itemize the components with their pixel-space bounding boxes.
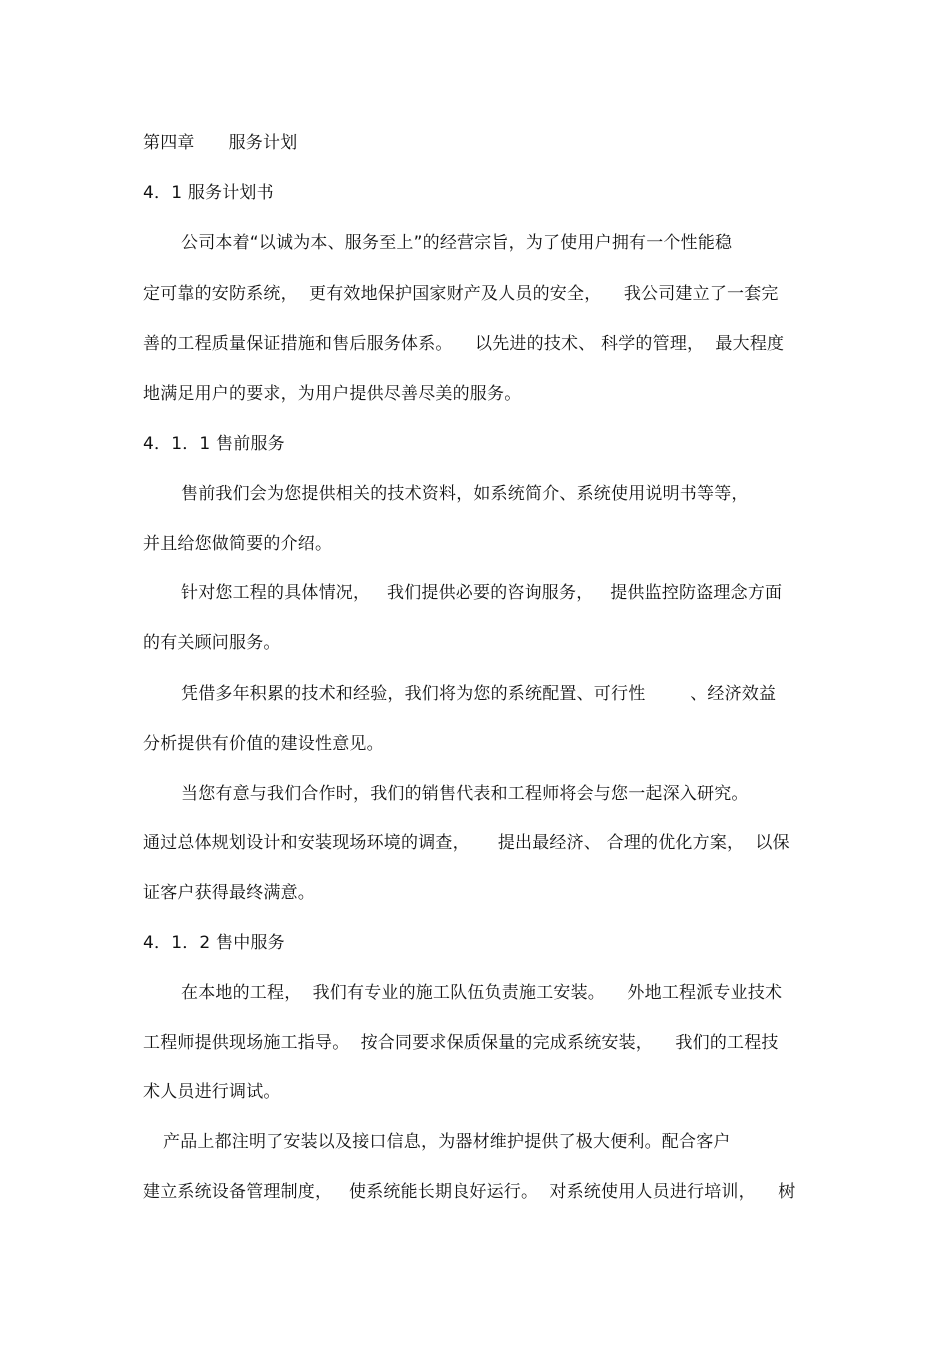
chapter-title: 服务计划 <box>228 133 298 153</box>
paragraph-line: 通过总体规划设计和安装现场环境的调查， 提出最经济、 合理的优化方案， 以保 <box>143 833 790 853</box>
section-4-1-1-title: 4．1．1 售前服务 <box>143 434 285 454</box>
paragraph-line: 售前我们会为您提供相关的技术资料，如系统简介、系统使用说明书等等， <box>181 484 749 504</box>
paragraph-line: 地满足用户的要求，为用户提供尽善尽美的服务。 <box>143 384 522 404</box>
paragraph-line: 工程师提供现场施工指导。 按合同要求保质保量的完成系统安装， 我们的工程技 <box>143 1033 779 1053</box>
paragraph-line: 善的工程质量保证措施和售后服务体系。 以先进的技术、 科学的管理， 最大程度 <box>143 334 785 354</box>
chapter-heading <box>143 132 297 154</box>
section-4-1-title: 4．1 服务计划书 <box>143 183 274 203</box>
paragraph-line: 凭借多年积累的技术和经验，我们将为您的系统配置、可行性 、经济效益 <box>181 684 777 704</box>
paragraph-line: 证客户获得最终满意。 <box>143 883 315 903</box>
section-4-1-2-title: 4．1．2 售中服务 <box>143 933 285 953</box>
paragraph-line: 的有关顾问服务。 <box>143 633 281 653</box>
paragraph-line: 在本地的工程， 我们有专业的施工队伍负责施工安装。 外地工程派专业技术 <box>181 983 783 1003</box>
paragraph-line: 当您有意与我们合作时，我们的销售代表和工程师将会与您一起深入研究。 <box>181 784 749 804</box>
paragraph-line: 建立系统设备管理制度， 使系统能长期良好运行。 对系统使用人员进行培训， 树 <box>143 1182 796 1202</box>
paragraph-line: 并且给您做简要的介绍。 <box>143 534 333 554</box>
paragraph-line: 定可靠的安防系统， 更有效地保护国家财产及人员的安全， 我公司建立了一套完 <box>143 284 779 304</box>
paragraph-line: 分析提供有价值的建设性意见。 <box>143 734 384 754</box>
paragraph-line: 公司本着“以诚为本、服务至上”的经营宗旨，为了使用户拥有一个性能稳 <box>181 233 733 253</box>
chapter-number: 第四章 <box>143 133 195 153</box>
paragraph-line: 针对您工程的具体情况， 我们提供必要的咨询服务， 提供监控防盗理念方面 <box>181 583 783 603</box>
paragraph-line: 术人员进行调试。 <box>143 1082 281 1102</box>
paragraph-line: 产品上都注明了安装以及接口信息，为器材维护提供了极大便利。配合客户 <box>163 1132 731 1152</box>
